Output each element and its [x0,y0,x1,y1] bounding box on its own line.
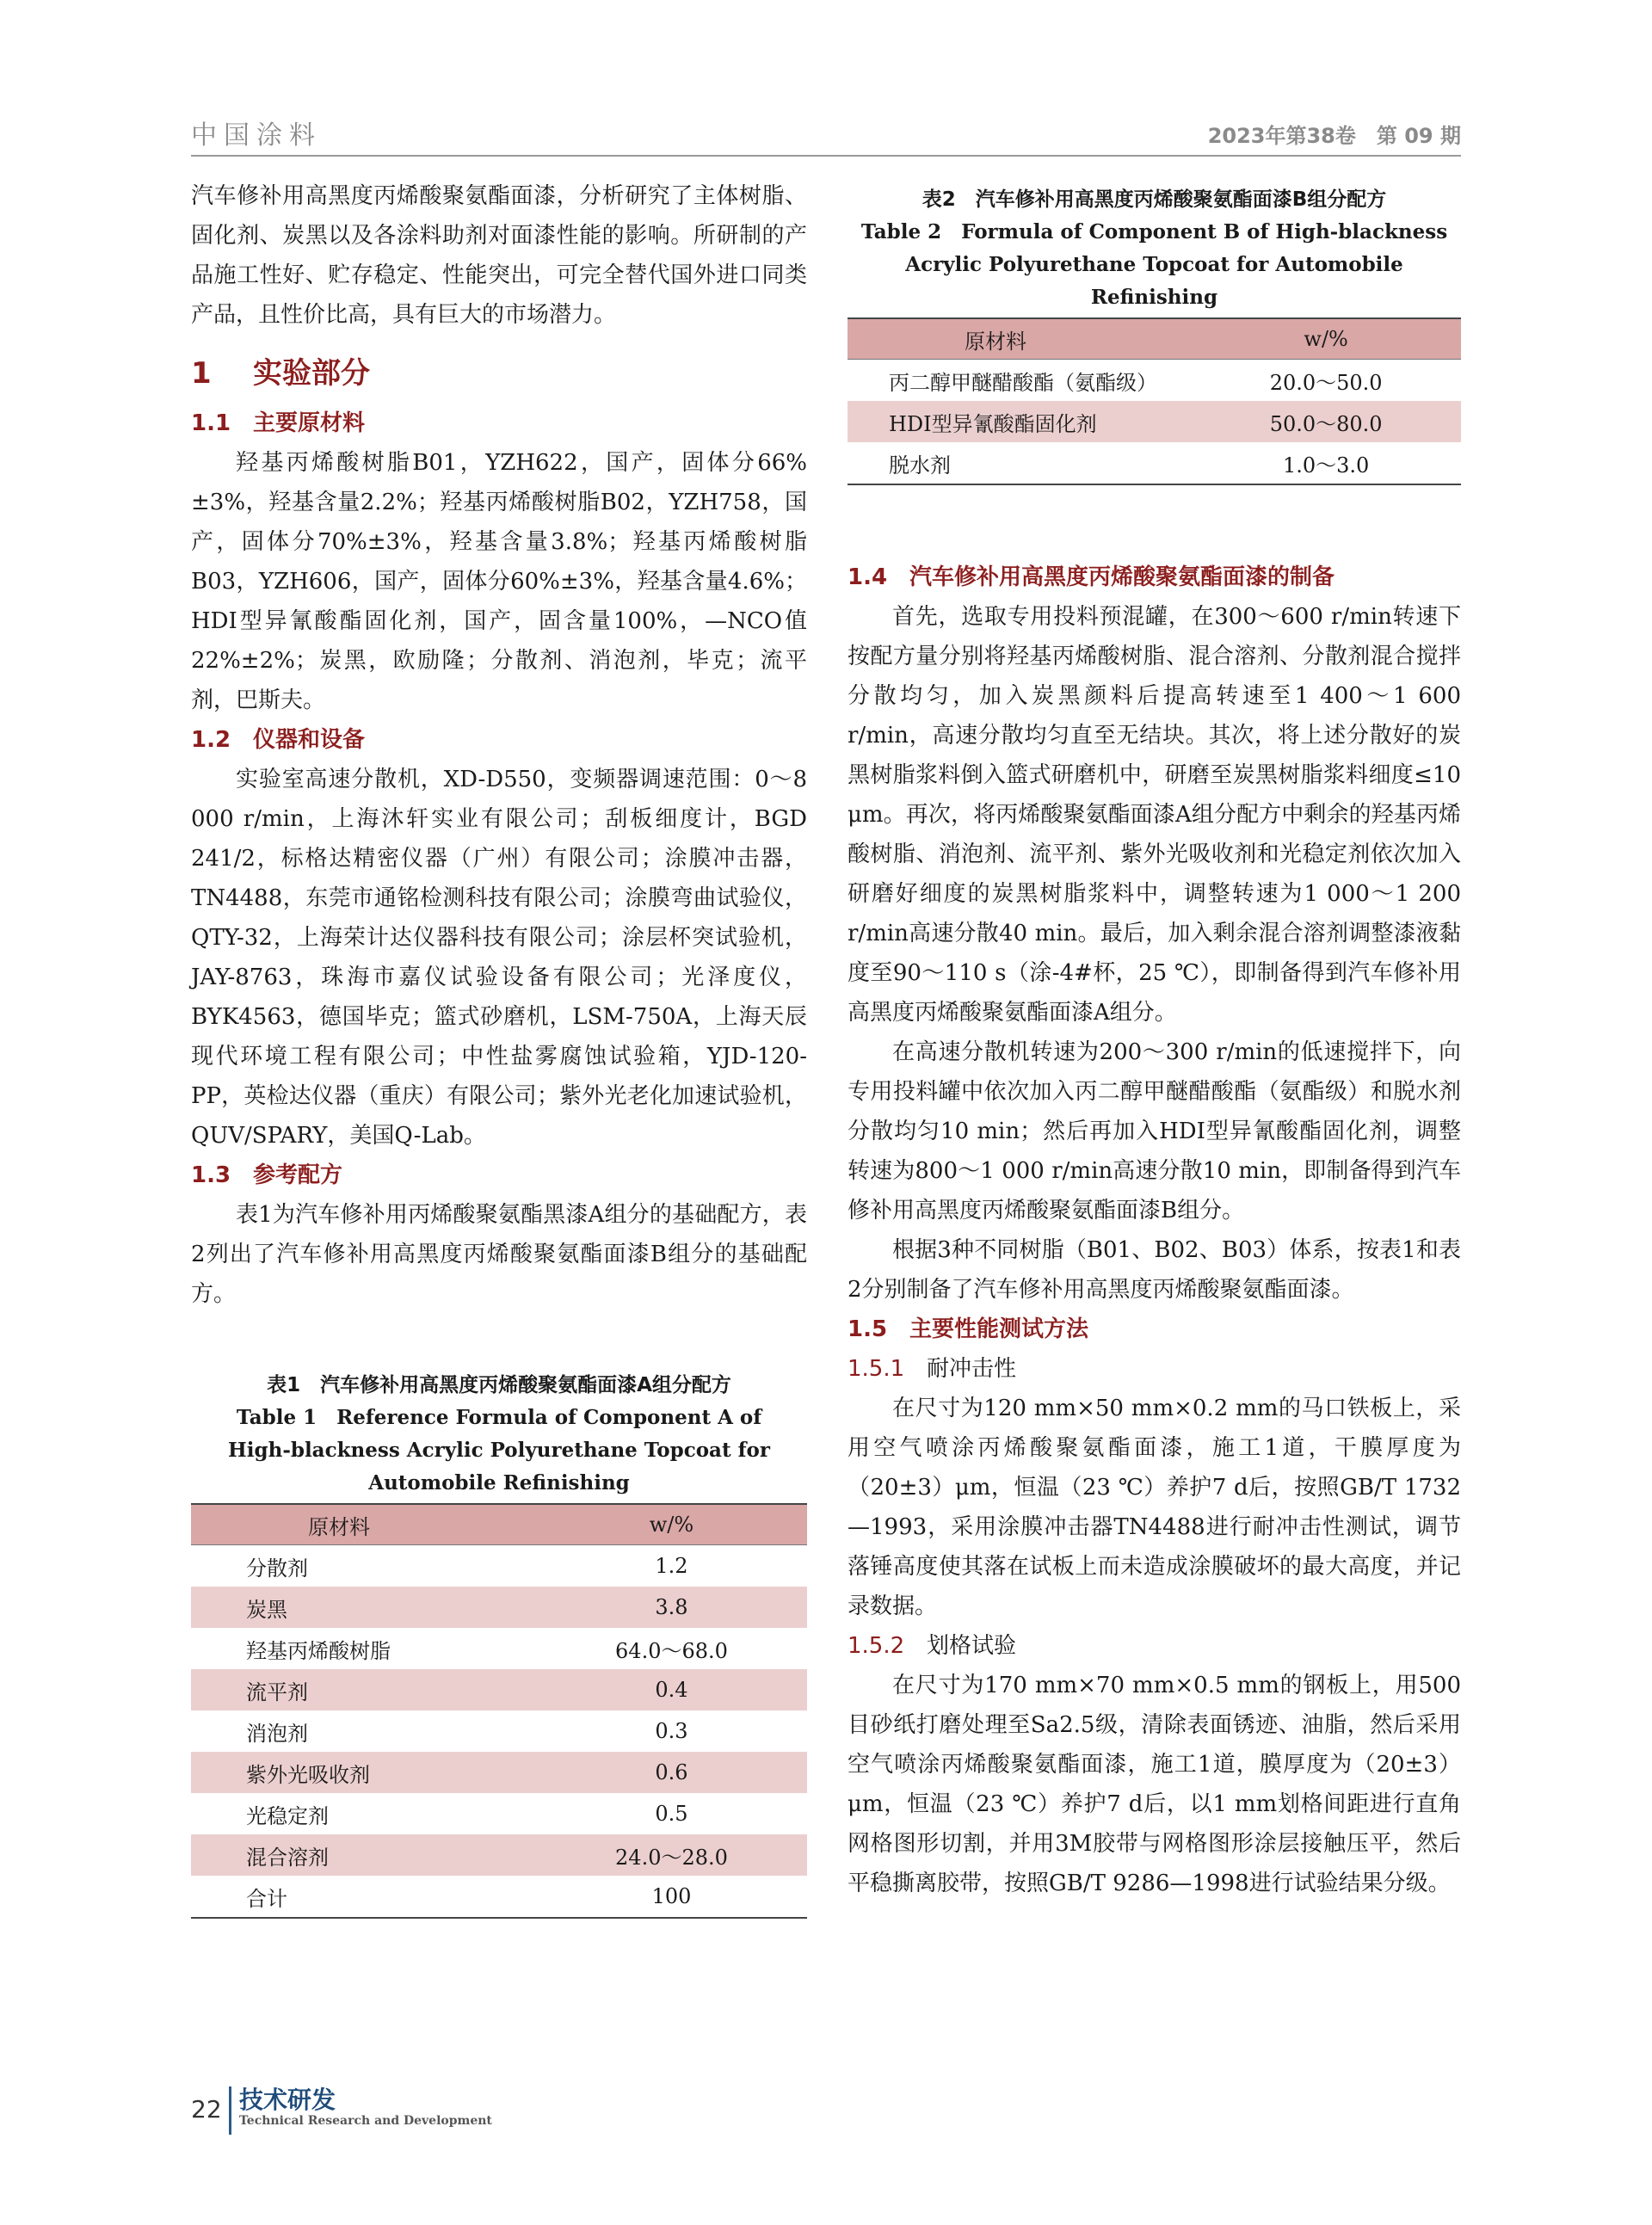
paragraph: 首先，选取专用投料预混罐，在300～600 r/min转速下按配方量分别将羟基丙烯酸树脂、混合溶剂、分散剂混合搅拌分散均匀，加入炭黑颜料后提高转速至1 400～1 600 r/min，高速分散均匀直至无结块。其次，将上述分散好的炭黑树脂浆料倒入篮式研磨机中，研磨至炭黑树脂浆料细度≤10 μm。再次，将丙烯酸聚氨酯面漆A组分配方中剩余的羟基丙烯酸树脂、消泡剂、流平剂、紫外光吸收剂和光稳定剂依次加入研磨好细度的炭黑树脂浆料中，调整转速为1 000～1 200 r/min高速分散40 min。最后，加入剩余混合溶剂调整漆液黏度至90～110 s（涂-4#杯，25 ℃），即制备得到汽车修补用高黑度丙烯酸聚氨酯面漆A组分。 [848,604,1461,1026]
table-cell: 1.2 [655,1554,688,1578]
subsubsection-number: 1.5.1 [848,1356,905,1382]
column-header: 原材料 [191,1504,536,1545]
subsection-heading [191,1156,807,1195]
table-cell: 流平剂 [246,1680,308,1704]
table-cell: 0.3 [655,1719,688,1743]
subsubsection-title: 耐冲击性 [927,1356,1017,1382]
table-cell: 合计 [191,1876,536,1918]
table2 [848,317,1461,485]
table-row [191,1669,807,1710]
paragraph: 在尺寸为170 mm×70 mm×0.5 mm的钢板上，用500目砂纸打磨处理至Sa2.5级，清除表面锈迹、油脂，然后采用空气喷涂丙烯酸聚氨酯面漆，施工1道，膜厚度为（20±3）μm，恒温（23 ℃）养护7 d后，以1 mm划格间距进行直角网格图形切割，并用3M胶带与网格图形涂层接触压平，然后平稳撕离胶带，按照GB/T 9286—1998进行试验结果分级。 [848,1673,1461,1896]
table-cell: 羟基丙烯酸树脂 [246,1638,391,1663]
subsubsection-number: 1.5.2 [848,1633,905,1659]
table-header-row [191,1504,807,1545]
table-row [191,1752,807,1793]
right-column [848,176,1461,1903]
table-cell: 24.0～28.0 [615,1845,728,1870]
paragraph: 羟基丙烯酸树脂B01，YZH622，国产，固体分66%±3%，羟基含量2.2%；羟基丙烯酸树脂B02，YZH758，国产，固体分70%±3%，羟基含量3.8%；羟基丙烯酸树脂B03，YZH606，国产，固体分60%±3%，羟基含量4.6%；HDI型异氰酸酯固化剂，国产，固含量100%，—NCO值22%±2%；炭黑，欧励隆；分散剂、消泡剂，毕克；流平剂，巴斯夫。 [191,450,807,713]
table1-caption-cn: 表1 汽车修补用高黑度丙烯酸聚氨酯面漆A组分配方 [267,1374,731,1396]
footer-section-en: Technical Research and Development [239,2114,492,2128]
subsection-title: 参考配方 [253,1162,343,1188]
section-heading [191,347,807,400]
subsection-heading [848,1310,1461,1349]
column-header: 原材料 [848,318,1191,360]
table-row [848,360,1461,402]
table-cell: 光稳定剂 [246,1803,329,1828]
column-header: w/% [1191,318,1461,360]
intro-paragraph: 汽车修补用高黑度丙烯酸聚氨酯面漆，分析研究了主体树脂、固化剂、炭黑以及各涂料助剂对面漆性能的影响。所研制的产品施工性好、贮存稳定、性能突出，可完全替代国外进口同类产品，且性价比高，具有巨大的市场潜力。 [191,183,807,328]
table1-caption-en: Table 1 Reference Formula of Component A of [236,1406,762,1429]
table1-caption-en: High-blackness Acrylic Polyurethane Topcoat for [228,1439,770,1462]
table1-block [191,1369,807,1919]
subsection-heading [191,404,807,443]
table2-caption-cn: 表2 汽车修补用高黑度丙烯酸聚氨酯面漆B组分配方 [922,188,1387,211]
issue-info: 2023年第38卷 第 09 期 [1207,124,1461,148]
page-number: 22 [191,2095,222,2123]
section-title: 实验部分 [253,356,370,391]
table-cell: 3.8 [655,1595,688,1619]
table-row [191,1587,807,1628]
paragraph: 在尺寸为120 mm×50 mm×0.2 mm的马口铁板上，采用空气喷涂丙烯酸聚氨酯面漆，施工1道，干膜厚度为（20±3）μm，恒温（23 ℃）养护7 d后，按照GB/T 1732—1993，采用涂膜冲击器TN4488进行耐冲击性测试，调节落锤高度使其落在试板上而未造成涂膜破坏的最大高度，并记录数据。 [848,1396,1461,1619]
subsection-number: 1.5 [848,1316,888,1342]
table-cell: 50.0～80.0 [1269,411,1383,436]
table-row [191,1876,807,1918]
table-cell: 紫外光吸收剂 [246,1762,370,1787]
column-header: w/% [536,1504,807,1545]
footer-section-cn: 技术研发 [239,2086,336,2114]
table-cell: 0.5 [655,1802,688,1826]
table-cell: HDI型异氰酸酯固化剂 [889,411,1097,436]
subsection-heading [848,558,1461,597]
table-cell: 0.6 [655,1760,688,1784]
subsection-title: 主要性能测试方法 [909,1316,1089,1342]
table-row [848,442,1461,484]
paragraph: 表1为汽车修补用丙烯酸聚氨酯黑漆A组分的基础配方，表2列出了汽车修补用高黑度丙烯酸聚氨酯面漆B组分的基础配方。 [191,1202,807,1307]
subsection-number: 1.3 [191,1162,231,1188]
subsection-heading [191,720,807,760]
table-cell: 消泡剂 [246,1721,308,1746]
paragraph: 在高速分散机转速为200～300 r/min的低速搅拌下，向专用投料罐中依次加入丙二醇甲醚醋酸酯（氨酯级）和脱水剂分散均匀10 min；然后再加入HDI型异氰酸酯固化剂，调整转速为800～1 000 r/min高速分散10 min，即制备得到汽车修补用高黑度丙烯酸聚氨酯面漆B组分。 [848,1039,1461,1223]
paragraph: 根据3种不同树脂（B01、B02、B03）体系，按表1和表2分别制备了汽车修补用高黑度丙烯酸聚氨酯面漆。 [848,1237,1461,1303]
table2-caption-en: Table 2 Formula of Component B of High-blackness [860,220,1448,243]
table-row [191,1545,807,1587]
footer-divider [229,2086,231,2135]
table-header-row [848,318,1461,360]
subsection-number: 1.4 [848,564,888,590]
table-row [848,401,1461,442]
subsection-number: 1.2 [191,727,231,753]
table-row [191,1628,807,1669]
table2-caption-en: Acrylic Polyurethane Topcoat for Automobile Refinishing [905,253,1403,309]
left-column [191,176,807,1919]
paragraph: 实验室高速分散机，XD-D550，变频器调速范围：0～8 000 r/min，上海沐轩实业有限公司；刮板细度计，BGD 241/2，标格达精密仪器（广州）有限公司；涂膜冲击器，TN4488，东莞市通铭检测科技有限公司；涂膜弯曲试验仪，QTY-32，上海荣计达仪器科技有限公司；涂层杯突试验机，JAY-8763，珠海市嘉仪试验设备有限公司；光泽度仪，BYK4563，德国毕克；篮式砂磨机，LSM-750A，上海天辰现代环境工程有限公司；中性盐雾腐蚀试验箱，YJD-120-PP，英检达仪器（重庆）有限公司；紫外光老化加速试验机，QUV/SPARY，美国Q-Lab。 [191,767,807,1149]
table-cell: 100 [536,1876,807,1918]
section-number: 1 [191,356,212,391]
table-cell: 丙二醇甲醚醋酸酯（氨酯级） [889,370,1157,395]
subsection-title: 汽车修补用高黑度丙烯酸聚氨酯面漆的制备 [909,564,1335,590]
table-cell: 分散剂 [246,1556,308,1581]
running-header [191,112,1461,157]
subsection-title: 仪器和设备 [253,727,366,753]
table-row [191,1793,807,1834]
table-row [191,1710,807,1752]
table-cell: 64.0～68.0 [615,1638,728,1663]
table-cell: 混合溶剂 [246,1845,329,1870]
table1 [191,1503,807,1919]
table2-block [848,183,1461,485]
journal-name: 中国涂料 [191,120,322,151]
subsubsection-heading [848,1349,1461,1389]
subsection-number: 1.1 [191,410,231,436]
subsection-title: 主要原材料 [253,410,366,436]
table-cell: 脱水剂 [848,442,1191,484]
table-cell: 20.0～50.0 [1269,370,1383,395]
table1-caption-en: Automobile Refinishing [368,1471,630,1495]
table-cell: 1.0～3.0 [1191,442,1461,484]
table-row [191,1834,807,1876]
subsubsection-title: 划格试验 [927,1633,1017,1659]
subsubsection-heading [848,1626,1461,1666]
table-cell: 0.4 [655,1678,688,1702]
table-cell: 炭黑 [246,1597,287,1622]
